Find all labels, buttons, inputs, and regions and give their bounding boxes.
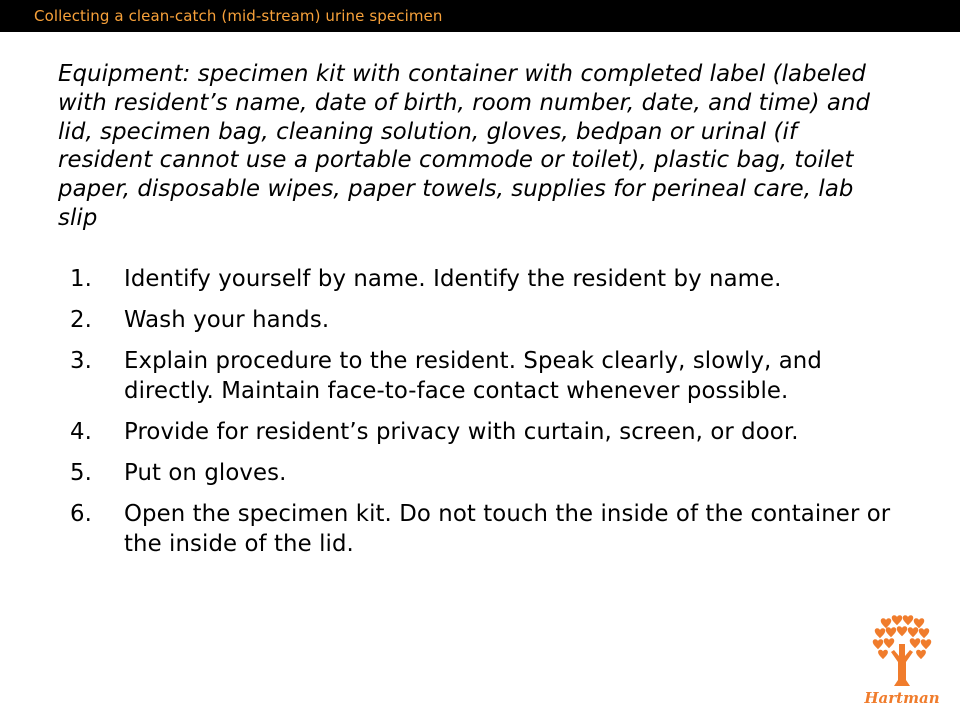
step-number: 2. [70,307,92,333]
step-number: 1. [70,266,92,292]
step-text: Open the specimen kit. Do not touch the inside of the container or the inside of the lid. [124,501,891,557]
step-item [0,346,904,406]
step-text: Explain procedure to the resident. Speak clearly, slowly, and directly. Maintain face-to-face contact whenever possible. [124,348,822,404]
step-number: 4. [70,419,92,445]
hartman-logo [852,610,952,710]
step-item [0,264,904,294]
step-text: Wash your hands. [124,307,330,333]
title-bar [0,0,960,32]
step-item [0,417,904,447]
equipment-list: Equipment: specimen kit with container with completed label (labeled with resident’s name, date of birth, room number, date, and time) and lid, specimen bag, cleaning solution, gloves, bedpan or urinal (if resident cannot use a portable commode or toilet), plastic bag, toilet paper, disposable wipes, paper towels, supplies for perineal care, lab slip [58,61,871,231]
step-number: 5. [70,460,92,486]
step-number: 6. [70,501,92,527]
step-text: Provide for resident’s privacy with curtain, screen, or door. [124,419,799,445]
slide-title: Collecting a clean-catch (mid-stream) urine specimen [34,7,443,25]
step-item [0,499,904,559]
logo-wordmark: Hartman [864,689,940,707]
step-text: Identify yourself by name. Identify the resident by name. [124,266,782,292]
step-number: 3. [70,348,92,374]
step-item [0,305,904,335]
step-text: Put on gloves. [124,460,287,486]
step-item [0,458,904,488]
procedure-steps [0,264,960,570]
